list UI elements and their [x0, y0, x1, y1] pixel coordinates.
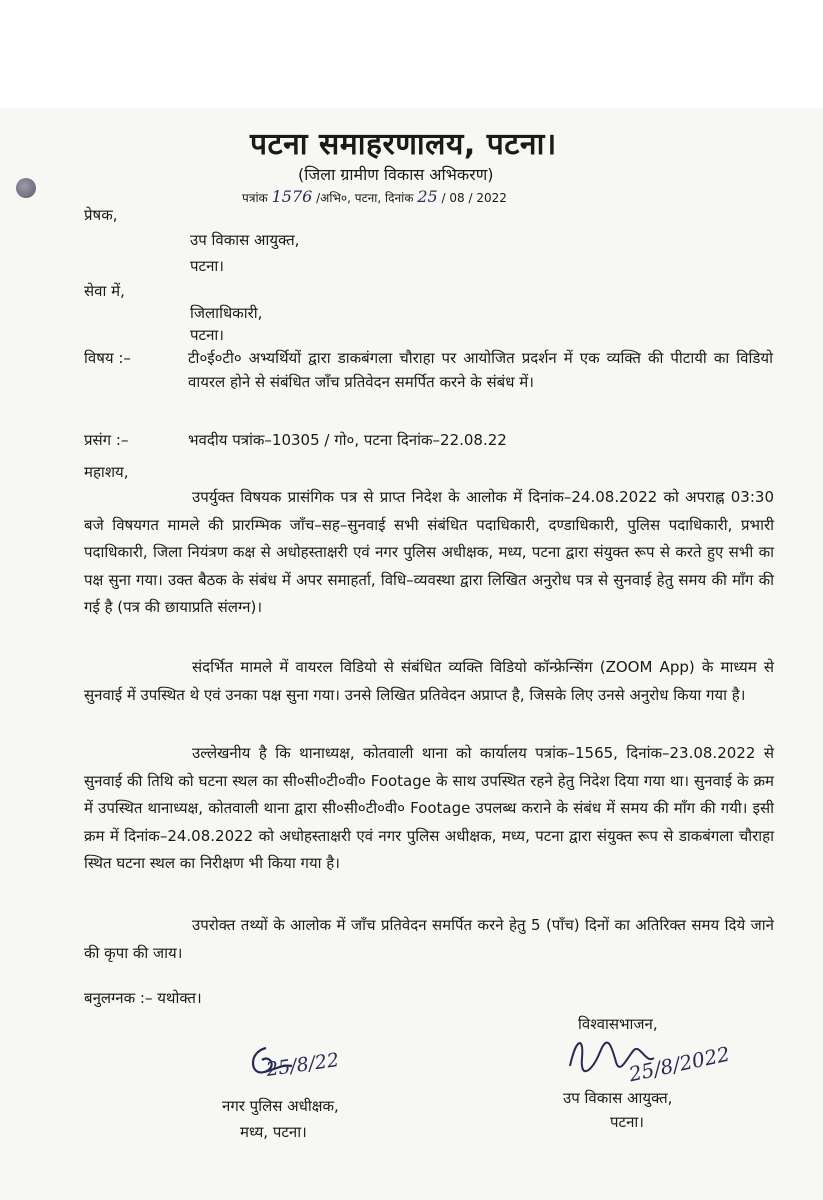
reference-text: भवदीय पत्रांक–10305 / गो०, पटना दिनांक–22.08.22 [188, 431, 507, 449]
reference-number-line [242, 187, 507, 206]
paragraph-text: उपरोक्त तथ्यों के आलोक में जाँच प्रतिवेदन समर्पित करने हेतु 5 (पाँच) दिनों का अतिरिक्त समय दिये जाने की कृपा की जाय। [84, 916, 774, 962]
right-signature-date: 25/8/2022 [626, 1041, 732, 1087]
body-paragraph-4 [84, 912, 774, 967]
body-paragraph-3 [84, 740, 774, 878]
subject-text: टी०ई०टी० अभ्यर्थियों द्वारा डाकबंगला चौराहा पर आयोजित प्रदर्शन में एक व्यक्ति की पीटायी का विडियो वायरल होने से संबंधित जाँच प्रतिवेदन समर्पित करने के संबंध में। [188, 349, 773, 391]
body-paragraph-2 [84, 654, 774, 709]
sender-line2: पटना। [190, 257, 224, 275]
ref-prefix: पत्रांक [242, 191, 268, 205]
letterhead-subtitle: (जिला ग्रामीण विकास अभिकरण) [298, 165, 494, 184]
left-signatory-place: मध्य, पटना। [240, 1123, 307, 1141]
sender-label: प्रेषक, [84, 206, 118, 224]
body-paragraph-1 [84, 484, 774, 622]
paragraph-text: उपर्युक्त विषयक प्रासंगिक पत्र से प्राप्त निदेश के आलोक में दिनांक–24.08.2022 को अपराह्न 03:30 बजे विषयगत मामले की प्रारम्भिक जाँच–सह–सुनवाई सभी संबंधित पदाधिकारी, दण्डाधिकारी, पुलिस पदाधिकारी, प्रभारी पदाधिकारी, जिला नियंत्रण कक्ष से अधोहस्ताक्षरी एवं नगर पुलिस अधीक्षक, मध्य, पटना द्वारा संयुक्त रूप से करते हुए सभी का पक्ष सुना गया। उक्त बैठक के संबंध में अपर समाहर्ता, विधि–व्यवस्था द्वारा लिखित अनुरोध पत्र से सुनवाई हेतु समय की माँग की गई है (पत्र की छायाप्रति संलग्न)। [84, 488, 774, 616]
recipient-label: सेवा में, [84, 282, 125, 300]
right-signatory-place: पटना। [610, 1113, 644, 1131]
recipient-line1: जिलाधिकारी, [190, 304, 263, 322]
left-signature-date: 25/8/22 [264, 1049, 341, 1081]
scan-top-margin [0, 0, 823, 108]
reference-label: प्रसंग :– [84, 431, 129, 449]
ref-day-handwritten: 25 [417, 187, 438, 206]
recipient-line2: पटना। [190, 326, 224, 344]
paragraph-text: संदर्भित मामले में वायरल विडियो से संबंधित व्यक्ति विडियो कॉन्फ्रेन्सिंग (ZOOM App) के माध्यम से सुनवाई में उपस्थित थे एवं उनका पक्ष सुना गया। उनसे लिखित प्रतिवेदन अप्राप्त है, जिसके लिए उनसे अनुरोध किया गया है। [84, 658, 774, 704]
left-signatory-title: नगर पुलिस अधीक्षक, [222, 1097, 339, 1115]
ref-suffix: / 08 / 2022 [441, 191, 507, 205]
right-signatory-title: उप विकास आयुक्त, [563, 1089, 673, 1107]
salutation: महाशय, [84, 463, 129, 481]
enclosure-line: बनुलग्नक :– यथोक्त। [84, 989, 202, 1007]
ref-mid: /अभि०, पटना, दिनांक [316, 191, 414, 205]
subject-label: विषय :– [84, 349, 131, 367]
punch-hole [16, 178, 36, 198]
sender-line1: उप विकास आयुक्त, [190, 231, 300, 249]
letterhead-title: पटना समाहरणालय, पटना। [250, 127, 557, 162]
ref-number-handwritten: 1576 [271, 187, 313, 206]
closing-text: विश्वासभाजन, [578, 1015, 658, 1033]
paragraph-text: उल्लेखनीय है कि थानाध्यक्ष, कोतवाली थाना को कार्यालय पत्रांक–1565, दिनांक–23.08.2022 से सुनवाई की तिथि को घटना स्थल का सी०सी०टी०वी० Footage के साथ उपस्थित रहने हेतु निदेश दिया गया था। सुनवाई के क्रम में उपस्थित थानाध्यक्ष, कोतवाली थाना द्वारा सी०सी०टी०वी० Footage उपलब्ध कराने के संबंध में समय की माँग की गयी। इसी क्रम में दिनांक–24.08.2022 को अधोहस्ताक्षरी एवं नगर पुलिस अधीक्षक, मध्य, पटना द्वारा संयुक्त रूप से डाकबंगला चौराहा स्थित घटना स्थल का निरीक्षण भी किया गया है। [84, 744, 774, 872]
